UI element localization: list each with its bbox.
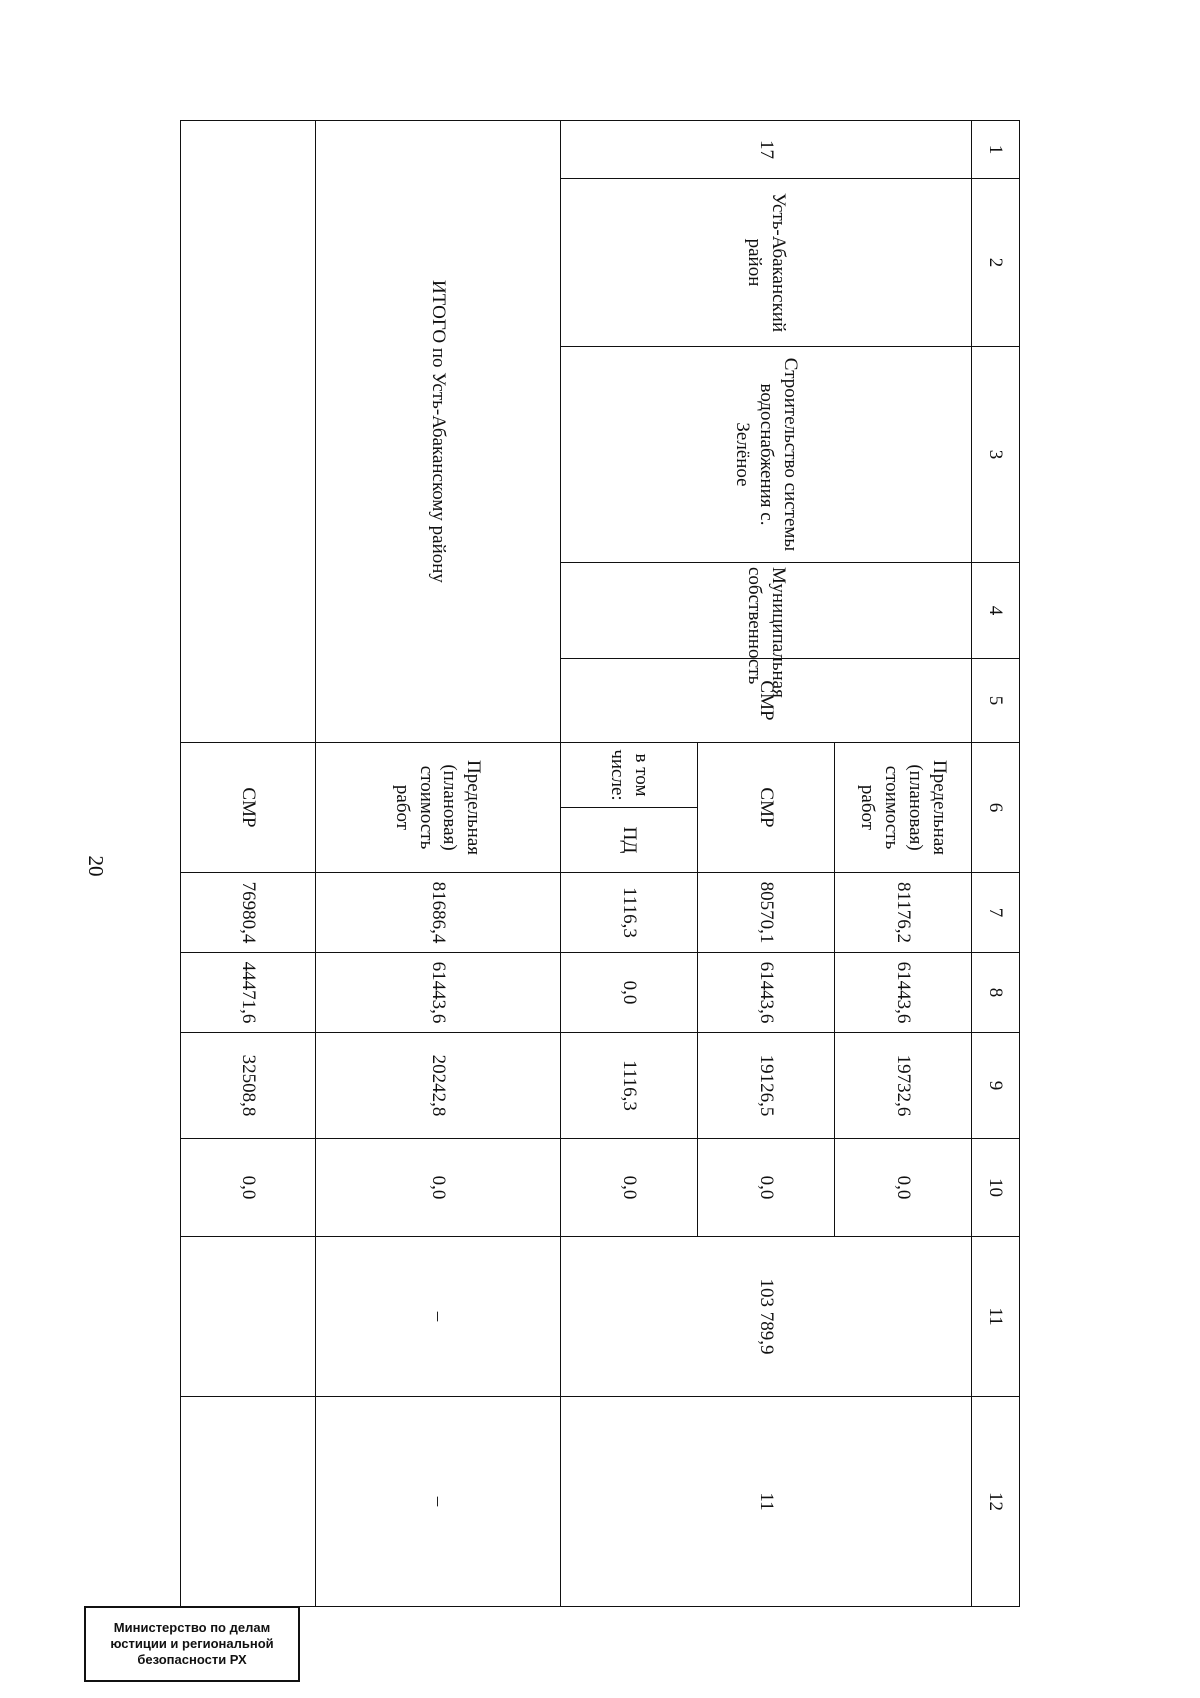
- col11-cell: 103 789,9: [560, 1237, 972, 1397]
- cost-type-cell: Предельная (плановая) стоимость работ: [835, 743, 972, 873]
- column-number: 1: [972, 121, 1020, 179]
- value-cell: 44471,6: [181, 953, 316, 1033]
- value-cell: 80570,1: [697, 873, 834, 953]
- value-cell: 19732,6: [835, 1033, 972, 1139]
- value-cell: 0,0: [560, 1139, 697, 1237]
- value-cell: 81176,2: [835, 873, 972, 953]
- empty-cell: [181, 121, 316, 743]
- ownership-cell: Муниципальная собственность: [560, 563, 972, 659]
- subtotal-label: ПД: [618, 826, 640, 854]
- value-cell: 76980,4: [181, 873, 316, 953]
- column-number: 6: [972, 743, 1020, 873]
- column-number: 4: [972, 563, 1020, 659]
- value-cell: 19126,5: [697, 1033, 834, 1139]
- total-row: [315, 121, 560, 1607]
- column-number: 9: [972, 1033, 1020, 1139]
- value-cell: 20242,8: [315, 1033, 560, 1139]
- col12-cell: 11: [560, 1397, 972, 1607]
- col12-cell: –: [315, 1397, 560, 1607]
- value-cell: 0,0: [315, 1139, 560, 1237]
- row-number: 17: [560, 121, 972, 179]
- value-cell: 61443,6: [697, 953, 834, 1033]
- cost-type-cell: СМР: [181, 743, 316, 873]
- value-cell: 0,0: [181, 1139, 316, 1237]
- column-number-row: [972, 121, 1020, 1607]
- value-cell: 81686,4: [315, 873, 560, 953]
- value-cell: 1116,3: [560, 1033, 697, 1139]
- column-number: 2: [972, 179, 1020, 347]
- empty-cell: [181, 1397, 316, 1607]
- column-number: 12: [972, 1397, 1020, 1607]
- value-cell: 0,0: [560, 953, 697, 1033]
- column-number: 10: [972, 1139, 1020, 1237]
- value-cell: 61443,6: [835, 953, 972, 1033]
- column-number: 3: [972, 347, 1020, 563]
- project-cell: Строительство системы водоснабжения с. Зелёное: [560, 347, 972, 563]
- work-type-cell: СМР: [560, 659, 972, 743]
- ministry-stamp: Министерство по делам юстиции и региональной безопасности РХ: [84, 1606, 300, 1682]
- cost-type-cell: [560, 743, 697, 873]
- table-row: [181, 121, 316, 1607]
- value-cell: 0,0: [697, 1139, 834, 1237]
- column-number: 11: [972, 1237, 1020, 1397]
- column-number: 8: [972, 953, 1020, 1033]
- rotated-table-area: [180, 120, 1020, 1606]
- total-label: ИТОГО по Усть-Абаканскому району: [315, 121, 560, 743]
- value-cell: 61443,6: [315, 953, 560, 1033]
- column-number: 5: [972, 659, 1020, 743]
- value-cell: 0,0: [835, 1139, 972, 1237]
- subtotal-label: в том числе:: [561, 743, 697, 808]
- value-cell: 32508,8: [181, 1033, 316, 1139]
- cost-type-cell: СМР: [697, 743, 834, 873]
- empty-cell: [181, 1237, 316, 1397]
- column-number: 7: [972, 873, 1020, 953]
- page-number: 20: [84, 855, 108, 877]
- value-cell: 1116,3: [560, 873, 697, 953]
- budget-table: [180, 120, 1020, 1607]
- col11-cell: –: [315, 1237, 560, 1397]
- district-cell: Усть-Абаканский район: [560, 179, 972, 347]
- table-row: [835, 121, 972, 1607]
- cost-type-cell: Предельная (плановая) стоимость работ: [315, 743, 560, 873]
